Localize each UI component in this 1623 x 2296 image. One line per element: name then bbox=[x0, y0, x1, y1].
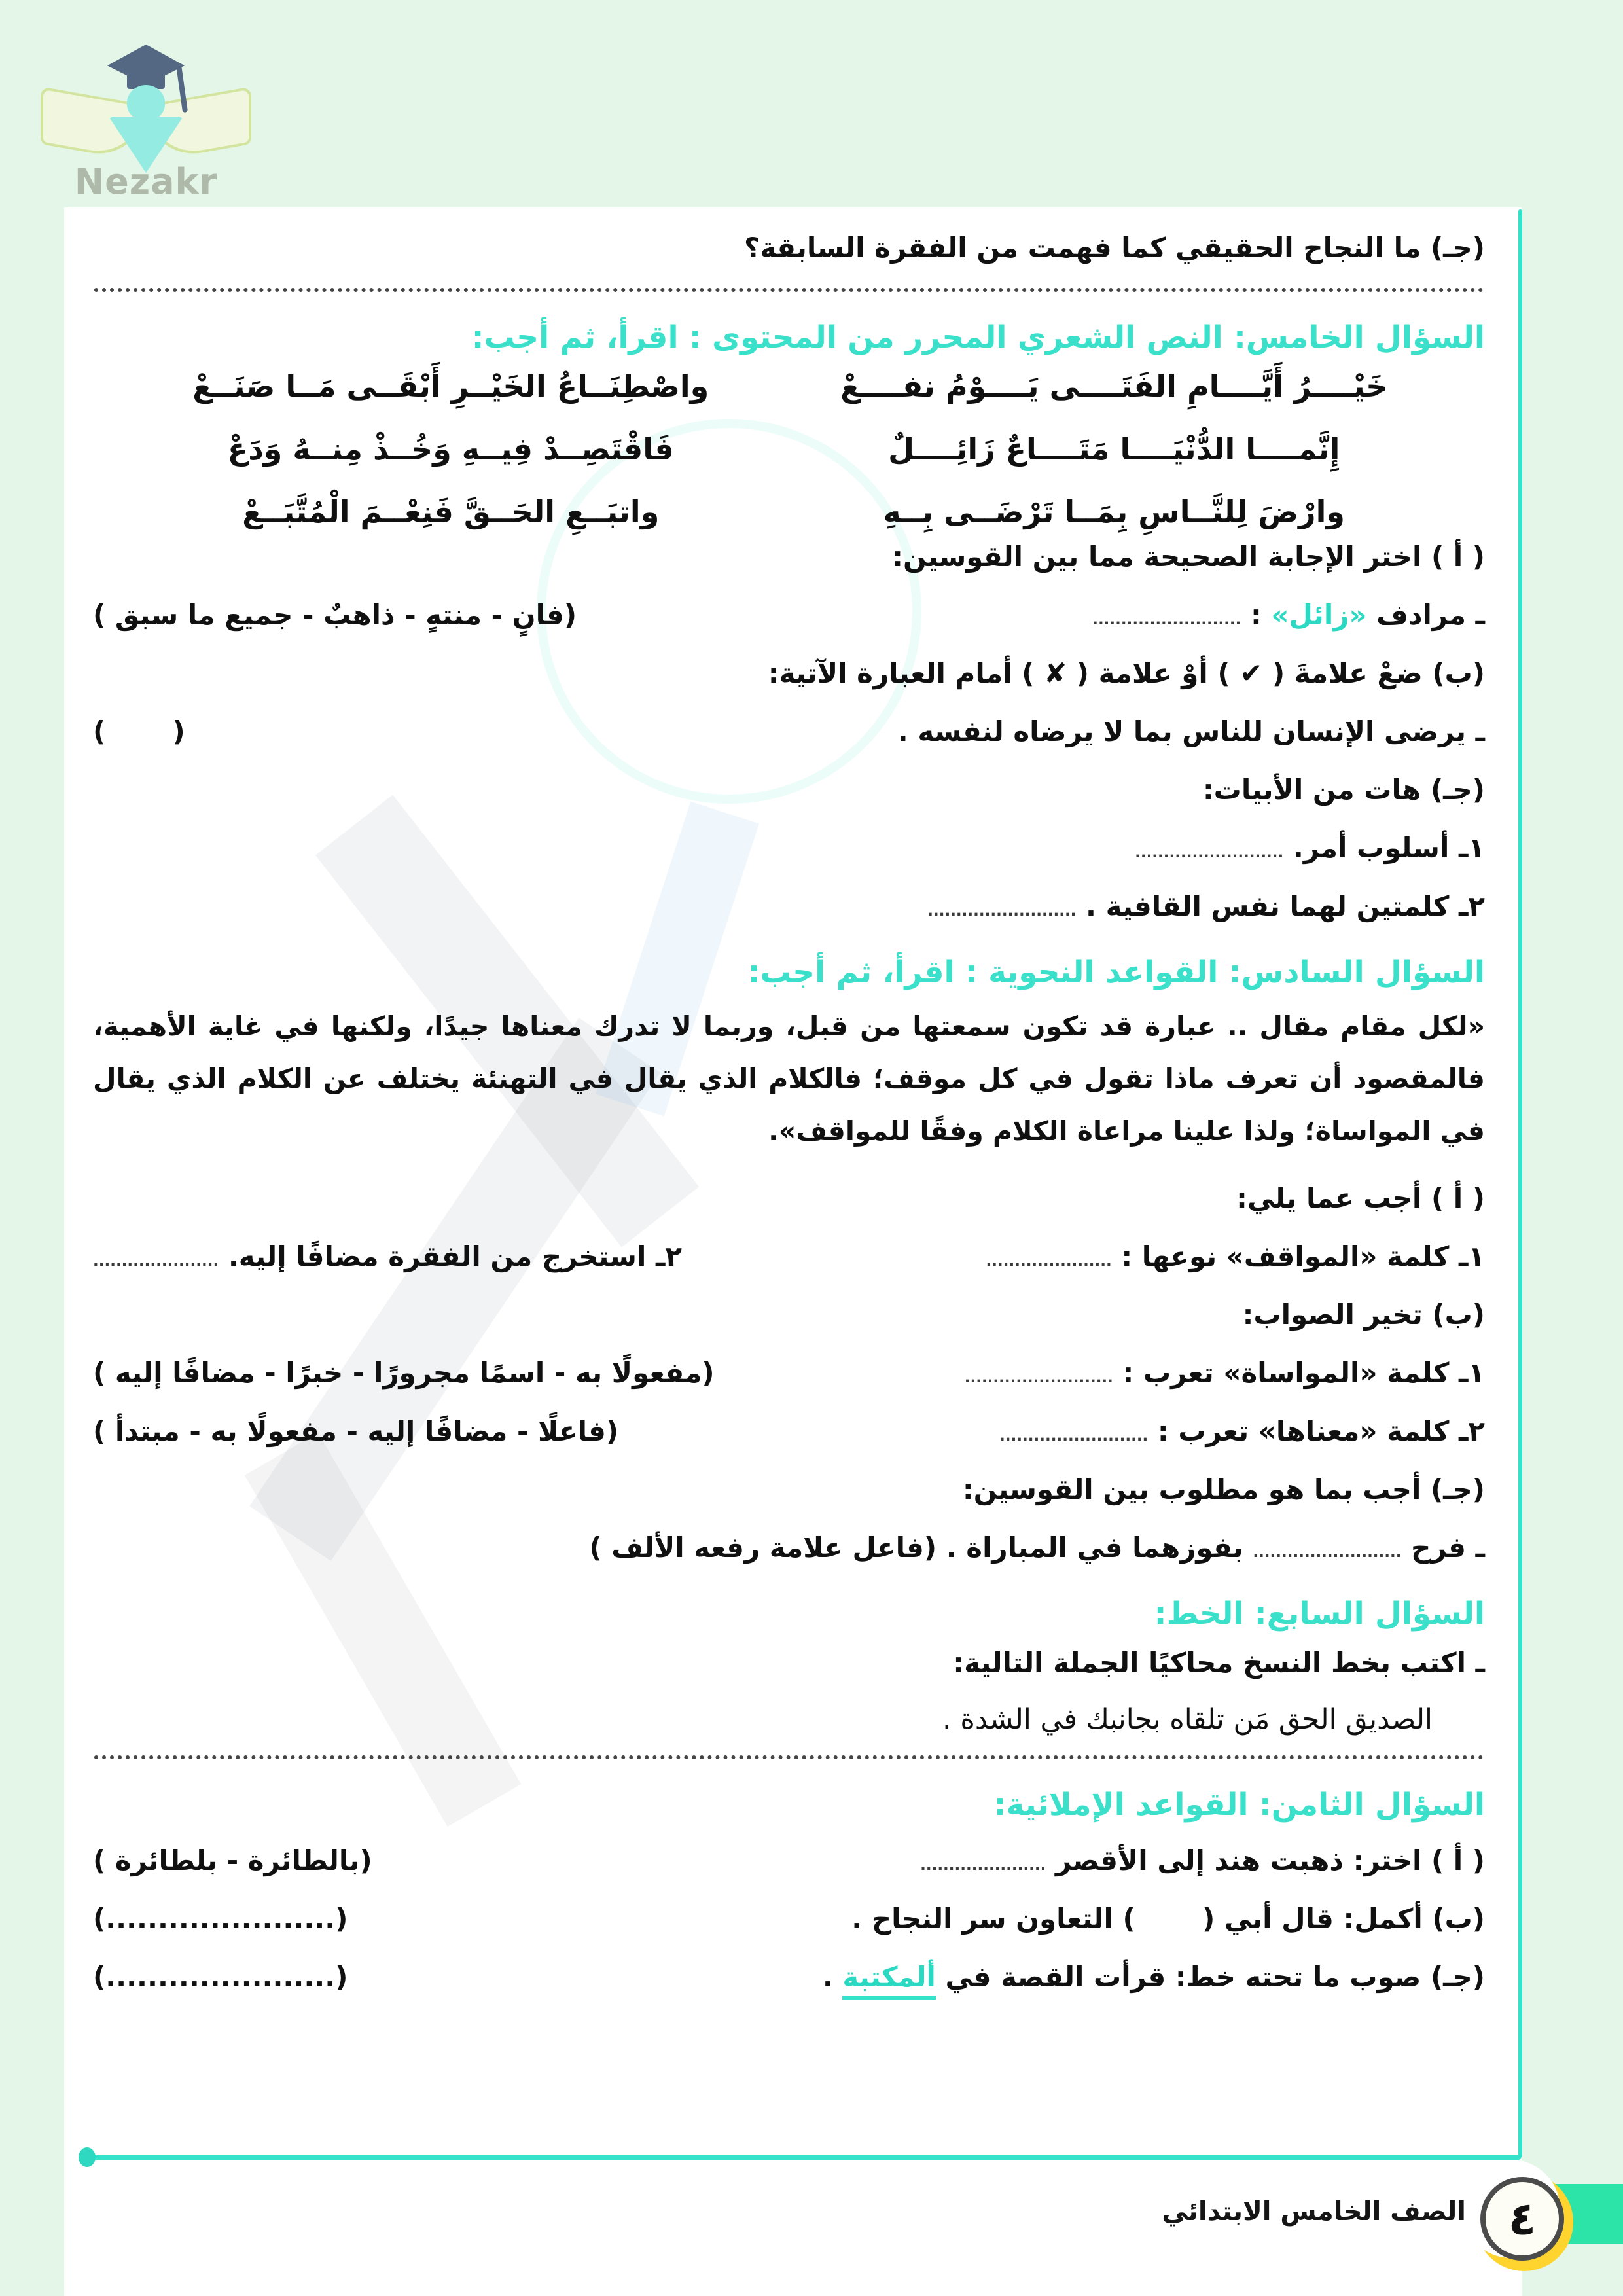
q5c-item1-text bbox=[1135, 827, 1485, 869]
answer-blank: ...................... bbox=[986, 1252, 1112, 1270]
q8c-item bbox=[93, 1956, 1485, 1998]
hemistich-right: وارْضَ لِلنَّــاسِ بِمَــا تَرْضَــى بِــهِ bbox=[883, 494, 1346, 529]
q5a-prompt bbox=[1092, 594, 1485, 636]
question6-header: السؤال السادس: القواعد النحوية : اقرأ، ثم أجب: bbox=[747, 954, 1485, 990]
q6b-item2-label: ٢ـ كلمة «معناها» تعرب : bbox=[1148, 1414, 1485, 1447]
answer-blank: .......................... bbox=[1092, 611, 1241, 628]
q6-passage: «لكل مقام مقال .. عبارة قد تكون سمعتها من قبل، وربما لا تدرك معناها جيدًا، ولكنها في غاية الأهمية، فالمقصود أن تعرف ماذا تقول في كل موقف؛ فالكلام الذي يقال في التهنئة يختلف عن الكلام الذي يقال في المواساة؛ ولذا علينا مراعاة الكلام وفقًا للمواقف». bbox=[93, 1011, 1485, 1147]
dotted-answer-line bbox=[94, 284, 1484, 292]
hemistich-left: فَاقْتَصِــدْ فِيــهِ وَخُــذْ مِنــهُ وَدَعْ bbox=[227, 431, 674, 467]
q8c-underlined-word: ألمكتبة bbox=[842, 1961, 936, 2000]
q6a-item1 bbox=[986, 1236, 1485, 1277]
q6b-item1-text bbox=[965, 1352, 1485, 1393]
footer-grade-label: الصف الخامس الابتدائي bbox=[1162, 2197, 1466, 2227]
exam-content bbox=[64, 207, 1522, 2158]
q6c-suffix: بفوزهما في المباراة . (فاعل علامة رفعه الألف ) bbox=[589, 1531, 1253, 1564]
poem-line bbox=[119, 431, 1446, 467]
q5c-item2-text bbox=[927, 886, 1485, 927]
q5c-item1 bbox=[93, 827, 1485, 869]
nezakr-logo bbox=[31, 18, 260, 202]
question5-header: السؤال الخامس: النص الشعري المحرر من المحتوى : اقرأ، ثم أجب: bbox=[471, 319, 1485, 355]
q6b-options2: (فاعلًا - مضافًا إليه - مفعولًا به - مبتدأ ) bbox=[93, 1414, 619, 1447]
page-number: ٤ bbox=[1508, 2192, 1537, 2246]
q6b-item1-label: ١ـ كلمة «المواساة» تعرب : bbox=[1113, 1356, 1485, 1389]
q6c-label: (جـ) أجب بما هو مطلوب بين القوسين: bbox=[962, 1473, 1485, 1505]
hemistich-left: واصْطِنَــاعُ الخَيْــرِ أَبْقَــى مَــا صَنَــعْ bbox=[192, 368, 709, 404]
poem-line bbox=[119, 368, 1446, 404]
q6c-item bbox=[93, 1527, 1485, 1568]
q6a-items bbox=[93, 1236, 1485, 1277]
answer-parens: (......................) bbox=[93, 1960, 348, 1993]
q5b-item bbox=[93, 711, 1485, 752]
q8c-suffix: . bbox=[822, 1960, 843, 1993]
q5c-item1-label: ١ـ أسلوب أمر. bbox=[1283, 832, 1485, 864]
answer-blank: .......................... bbox=[999, 1427, 1149, 1444]
footer-page-badge bbox=[1480, 2177, 1564, 2261]
answer-parens: (......................) bbox=[93, 1902, 348, 1935]
q6b-item2 bbox=[93, 1410, 1485, 1452]
answer-blank: .......................... bbox=[1135, 844, 1284, 861]
q7-instruction: ـ اكتب بخط النسخ محاكيًا الجملة التالية: bbox=[953, 1646, 1485, 1679]
q7-sentence: الصديق الحق مَن تلقاه بجانبك في الشدة . bbox=[942, 1702, 1433, 1736]
q5a-item bbox=[93, 594, 1485, 636]
q6c-item-text bbox=[589, 1527, 1485, 1568]
q6a-item1-label: ١ـ كلمة «المواقف» نوعها : bbox=[1111, 1240, 1485, 1272]
answer-blank: .......................... bbox=[1253, 1543, 1402, 1561]
q8a-text bbox=[920, 1840, 1485, 1881]
question8-header: السؤال الثامن: القواعد الإملائية: bbox=[993, 1786, 1485, 1823]
q6c-prefix: ـ فرح bbox=[1401, 1531, 1485, 1564]
answer-blank: ...................... bbox=[920, 1856, 1046, 1874]
q5a-suffix: : bbox=[1241, 599, 1272, 631]
q5a-prefix: ـ مرادف bbox=[1366, 599, 1485, 631]
poem-line bbox=[119, 494, 1446, 529]
answer-parens: ( ) bbox=[93, 715, 185, 747]
q5a-label: ( أ ) اختر الإجابة الصحيحة مما بين القوسين: bbox=[892, 541, 1485, 573]
logo-text-en: Nezakr bbox=[74, 161, 218, 202]
q6b-options1: (مفعولًا به - اسمًا مجرورًا - خبرًا - مضافًا إليه ) bbox=[93, 1356, 715, 1389]
question7-header: السؤال السابع: الخط: bbox=[1154, 1595, 1485, 1632]
q8c-prefix: (جـ) صوب ما تحته خط: قرأت القصة في bbox=[935, 1960, 1485, 1993]
answer-blank: .......................... bbox=[927, 903, 1077, 920]
hemistich-right: إِنَّمــــا الدُّنْيَــــا مَتَــــاعٌ زَائِــــلٌ bbox=[888, 431, 1340, 467]
hemistich-left: واتبَــعِ الحَــقَّ فَنِعْــمَ الْمُتَّبَــعْ bbox=[242, 494, 660, 529]
hemistich-right: خَيْــــرُ أَيَّــــامِ الفَتَــــى يَــــوْمُ نفــــعْ bbox=[840, 368, 1388, 404]
answer-blank: .......................... bbox=[964, 1369, 1113, 1386]
q6a-item2-label: ٢ـ استخرج من الفقرة مضافًا إليه. bbox=[219, 1240, 682, 1272]
q6b-item2-text bbox=[999, 1410, 1485, 1452]
q6a-item2 bbox=[93, 1236, 682, 1277]
q8a-options: (بالطائرة - بلطائرة ) bbox=[93, 1844, 372, 1876]
q5c-label: (جـ) هات من الأبيات: bbox=[1202, 774, 1485, 806]
q5b-label: (ب) ضعْ علامةَ ( ✔ ) أوْ علامة ( ✘ ) أمام العبارة الآتية: bbox=[768, 657, 1485, 689]
q5c-item2 bbox=[93, 886, 1485, 927]
q5b-statement: ـ يرضى الإنسان للناس بما لا يرضاه لنفسه . bbox=[897, 715, 1485, 747]
q5c-item2-label: ٢ـ كلمتين لهما نفس القافية . bbox=[1076, 890, 1485, 922]
q8a-label: ( أ ) اختر: ذهبت هند إلى الأقصر bbox=[1046, 1844, 1485, 1876]
q6b-item1 bbox=[93, 1352, 1485, 1393]
intro-question: (جـ) ما النجاح الحقيقي كما فهمت من الفقرة السابقة؟ bbox=[744, 232, 1485, 264]
student-icon bbox=[127, 85, 165, 120]
dotted-answer-line bbox=[94, 1751, 1484, 1759]
q8c-text bbox=[823, 1956, 1485, 1998]
poem bbox=[119, 368, 1446, 529]
q8b-item bbox=[93, 1898, 1485, 1939]
q5a-options: (فانٍ - منتهٍ - ذاهبٌ - جميع ما سبق ) bbox=[93, 599, 577, 631]
q5a-keyword: «زائل» bbox=[1271, 599, 1367, 631]
q6a-label: ( أ ) أجب عما يلي: bbox=[1236, 1181, 1485, 1214]
q8a-item bbox=[93, 1840, 1485, 1881]
answer-blank: ...................... bbox=[93, 1252, 219, 1270]
q6b-label: (ب) تخير الصواب: bbox=[1242, 1298, 1485, 1331]
q8b-label: (ب) أكمل: قال أبي ( ) التعاون سر النجاح . bbox=[851, 1902, 1485, 1935]
